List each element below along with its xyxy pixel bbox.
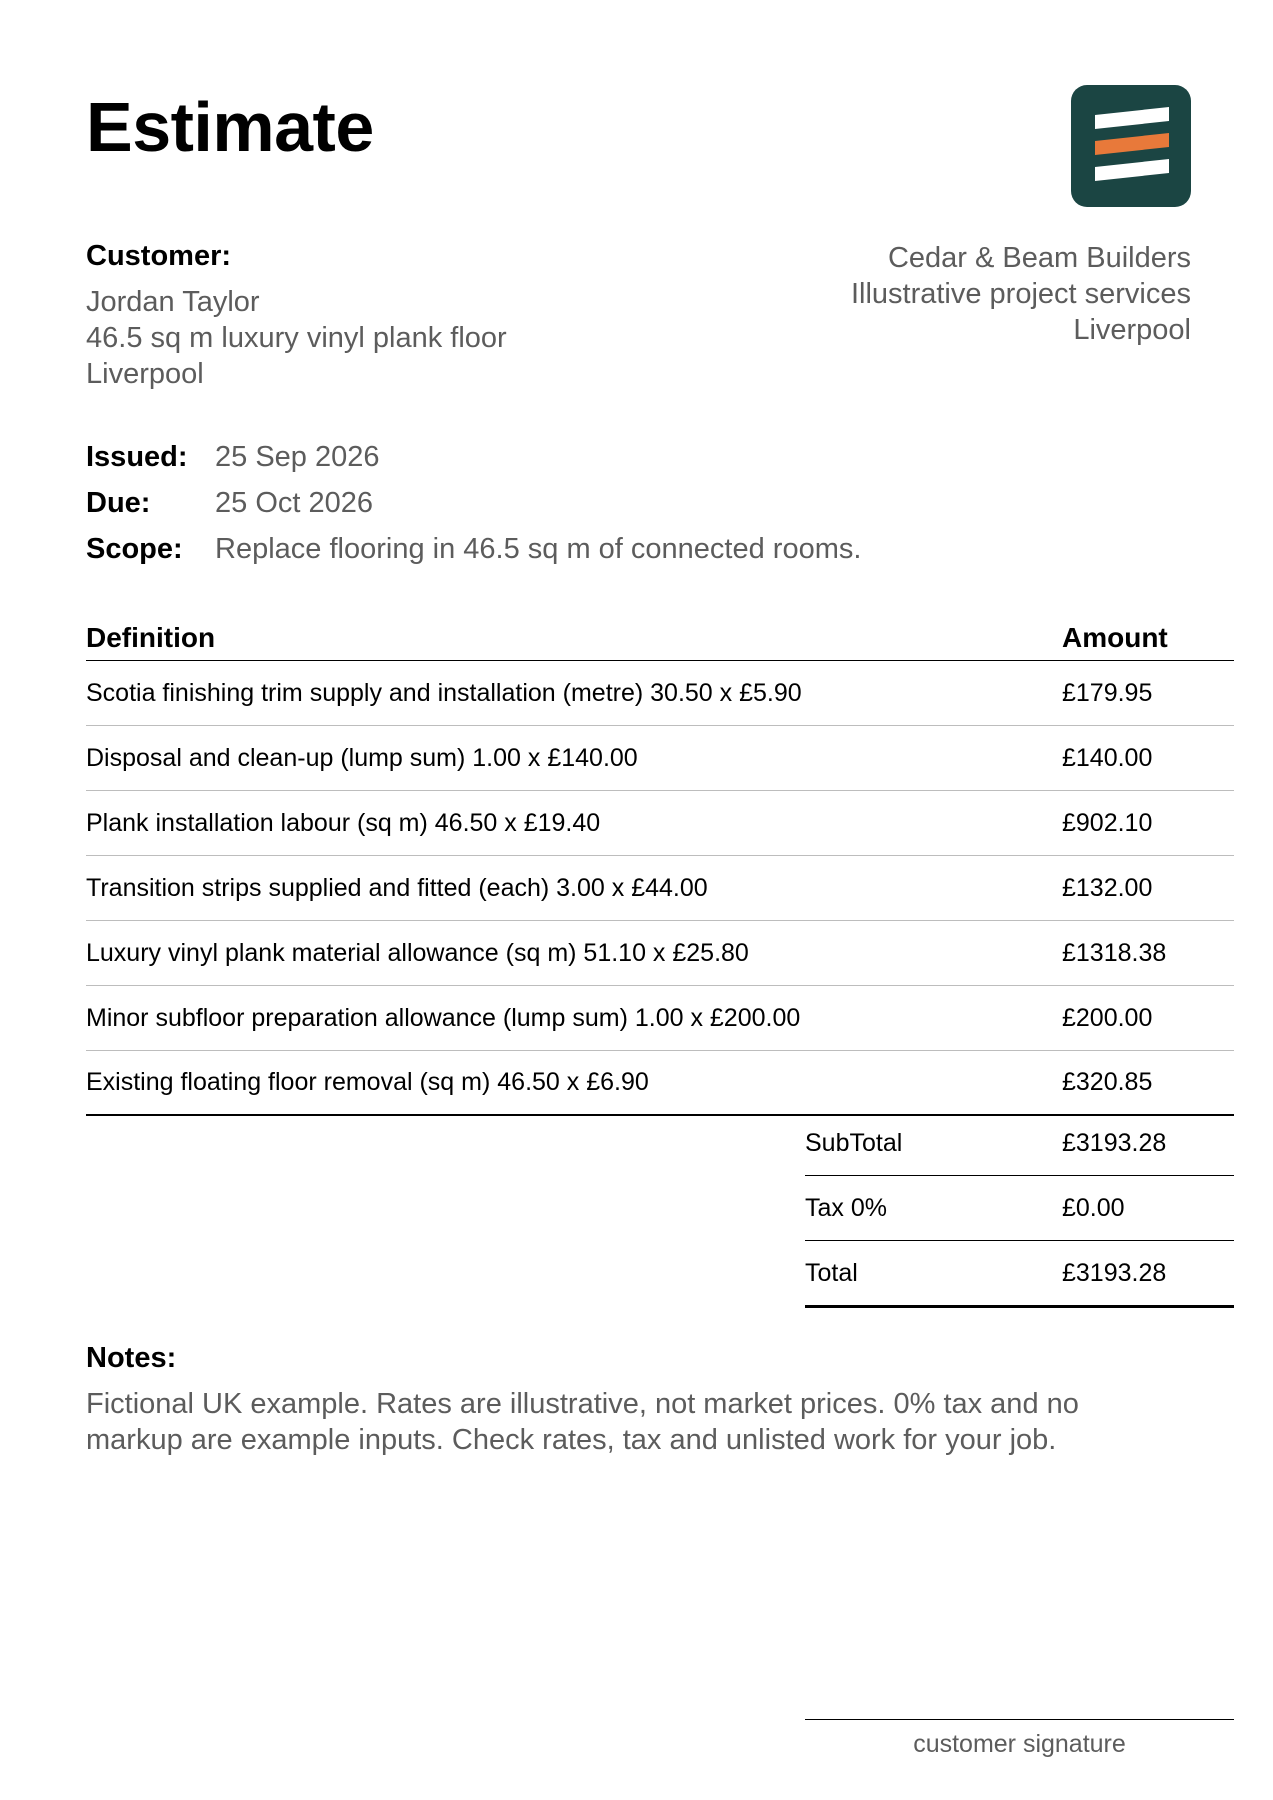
subtotal-value: £3193.28 [1062, 1128, 1167, 1157]
subtotal-label: SubTotal [805, 1128, 903, 1157]
row-amount: £179.95 [1062, 678, 1153, 707]
estimate-meta [86, 434, 861, 572]
issued-date: 25 Sep 2026 [215, 440, 380, 473]
customer-label: Customer: [86, 240, 232, 272]
stacked-planks-logo-icon [1071, 85, 1191, 207]
total-value: £3193.28 [1062, 1258, 1167, 1287]
row-definition: Minor subfloor preparation allowance (lump sum) 1.00 x £200.00 [86, 1003, 801, 1032]
total-row [805, 1241, 1234, 1308]
row-amount: £200.00 [1062, 1003, 1153, 1032]
company-block [591, 240, 1191, 348]
table-header [86, 616, 1234, 661]
row-definition: Luxury vinyl plank material allowance (sq m) 51.10 x £25.80 [86, 938, 749, 967]
row-definition: Disposal and clean-up (lump sum) 1.00 x £140.00 [86, 743, 638, 772]
company-name: Cedar & Beam Builders [887, 242, 1191, 274]
totals-block [805, 1111, 1234, 1308]
table-row [86, 921, 1234, 986]
row-definition: Transition strips supplied and fitted (each) 3.00 x £44.00 [86, 873, 708, 902]
row-definition: Plank installation labour (sq m) 46.50 x £19.40 [86, 808, 601, 837]
tax-value: £0.00 [1062, 1193, 1125, 1222]
table-row [86, 986, 1234, 1051]
notes-text-line-1: Fictional UK example. Rates are illustrative, not market prices. 0% tax and no [86, 1388, 1079, 1420]
due-label: Due: [86, 486, 151, 519]
scope-label: Scope: [86, 532, 183, 565]
table-row [86, 726, 1234, 791]
row-definition: Scotia finishing trim supply and installation (metre) 30.50 x £5.90 [86, 678, 802, 707]
table-row [86, 661, 1234, 726]
customer-name: Jordan Taylor [86, 286, 260, 318]
scope-row [86, 526, 861, 572]
row-amount: £132.00 [1062, 873, 1153, 902]
row-amount: £140.00 [1062, 743, 1153, 772]
row-amount: £320.85 [1062, 1068, 1153, 1096]
signature-line [805, 1719, 1234, 1720]
issued-label: Issued: [86, 440, 188, 473]
due-row [86, 480, 861, 526]
row-amount: £1318.38 [1062, 938, 1167, 967]
notes-block [86, 1340, 1186, 1458]
total-label: Total [805, 1258, 858, 1287]
customer-city: Liverpool [86, 358, 204, 390]
signature-label: customer signature [913, 1730, 1126, 1758]
company-city: Liverpool [1073, 314, 1191, 346]
page-title: Estimate [86, 88, 374, 166]
row-definition: Existing floating floor removal (sq m) 46.50 x £6.90 [86, 1068, 649, 1096]
tax-label: Tax 0% [805, 1193, 887, 1222]
table-row [86, 856, 1234, 921]
scope-text: Replace flooring in 46.5 sq m of connected rooms. [215, 532, 862, 565]
line-items-table [86, 616, 1234, 1116]
table-row [86, 791, 1234, 856]
row-amount: £902.10 [1062, 808, 1153, 837]
customer-project: 46.5 sq m luxury vinyl plank floor [86, 322, 507, 354]
definition-header: Definition [86, 622, 216, 653]
notes-text-line-2: markup are example inputs. Check rates, tax and unlisted work for your job. [86, 1424, 1057, 1456]
due-date: 25 Oct 2026 [215, 486, 373, 519]
amount-header: Amount [1062, 622, 1168, 653]
notes-label: Notes: [86, 1342, 177, 1374]
issued-row [86, 434, 861, 480]
table-row [86, 1051, 1234, 1116]
subtotal-row [805, 1111, 1234, 1176]
tax-row [805, 1176, 1234, 1241]
company-tagline: Illustrative project services [850, 278, 1191, 310]
